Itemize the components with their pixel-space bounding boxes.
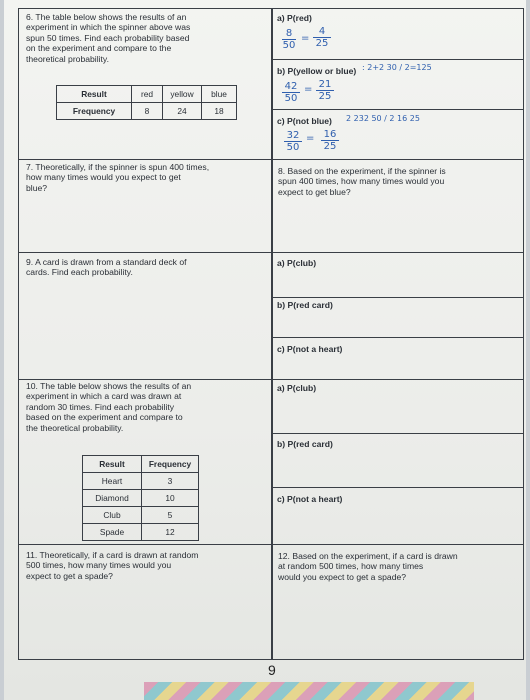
q8-prompt: 8. Based on the experiment, if the spinner is spun 400 times, how many times would you expect to get blue? <box>278 166 446 197</box>
handwritten-note: 2 232 50 / 2 16 25 <box>346 114 420 123</box>
q7-prompt: 7. Theoretically, if the spinner is spun 400 times, how many times would you expect to get blue? <box>26 162 210 193</box>
row-line <box>19 379 523 380</box>
table-cell: 5 <box>142 507 199 524</box>
handwritten-fraction: 42 50 <box>282 81 300 104</box>
handwritten-equals: = <box>304 84 313 95</box>
q9c-label: c) P(not a heart) <box>277 344 343 354</box>
table-header: yellow <box>163 86 202 103</box>
decorative-border <box>144 682 474 700</box>
row-line <box>271 297 523 298</box>
row-line <box>19 252 523 253</box>
table-cell: Spade <box>83 524 142 541</box>
q6a-label: a) P(red) <box>277 13 312 23</box>
table-header: Frequency <box>142 456 199 473</box>
q9a-label: a) P(club) <box>277 258 317 268</box>
handwritten-equals: = <box>301 33 310 44</box>
table-cell: Frequency <box>57 103 132 120</box>
q10b-label: b) P(red card) <box>277 439 333 449</box>
q10a-label: a) P(club) <box>277 383 317 393</box>
column-divider <box>271 9 273 659</box>
q11-prompt: 11. Theoretically, if a card is drawn at random 500 times, how many times would you expect to get a spade? <box>26 550 199 581</box>
handwritten-equals: = <box>306 133 315 144</box>
row-line <box>271 487 523 488</box>
handwritten-fraction: 8 50 <box>282 28 296 51</box>
table-cell: 3 <box>142 473 199 490</box>
table-cell: Heart <box>83 473 142 490</box>
table-cell: 8 <box>132 103 163 120</box>
table-cell: 24 <box>163 103 202 120</box>
row-line <box>19 159 523 160</box>
q10-prompt: 10. The table below shows the results of an experiment in which a card was drawn at random 30 times. Find each probability based on the experiment and compare to the theoretical probability. <box>26 381 192 433</box>
table-cell: 12 <box>142 524 199 541</box>
q6c-label: c) P(not blue) <box>277 116 332 126</box>
row-line <box>271 433 523 434</box>
q6b-label: b) P(yellow or blue) <box>277 66 357 76</box>
handwritten-fraction: 32 50 <box>284 130 302 153</box>
q12-prompt: 12. Based on the experiment, if a card is drawn at random 500 times, how many times would you expect to get a spade? <box>278 551 458 582</box>
q10c-label: c) P(not a heart) <box>277 494 343 504</box>
row-line <box>271 59 523 60</box>
table-header: Result <box>57 86 132 103</box>
table-header: blue <box>202 86 237 103</box>
row-line <box>271 337 523 338</box>
table-cell: 18 <box>202 103 237 120</box>
worksheet-page <box>4 0 526 700</box>
handwritten-note: : 2+2 30 / 2=125 <box>362 63 432 72</box>
q6-table <box>56 85 237 120</box>
q10-table <box>82 455 199 541</box>
row-line <box>271 109 523 110</box>
row-line <box>19 544 523 545</box>
table-header: Result <box>83 456 142 473</box>
table-header: red <box>132 86 163 103</box>
handwritten-fraction: 16 25 <box>321 129 339 152</box>
handwritten-fraction: 4 25 <box>313 26 331 49</box>
handwritten-fraction: 21 25 <box>316 79 334 102</box>
page-number: 9 <box>268 662 276 678</box>
table-cell: 10 <box>142 490 199 507</box>
q9b-label: b) P(red card) <box>277 300 333 310</box>
table-cell: Club <box>83 507 142 524</box>
q6-prompt: 6. The table below shows the results of an experiment in which the spinner above was spun 50 times. Find each probability based on the experiment and compare to the theoretical probability. <box>26 12 191 64</box>
q9-prompt: 9. A card is drawn from a standard deck of cards. Find each probability. <box>26 257 187 278</box>
table-cell: Diamond <box>83 490 142 507</box>
